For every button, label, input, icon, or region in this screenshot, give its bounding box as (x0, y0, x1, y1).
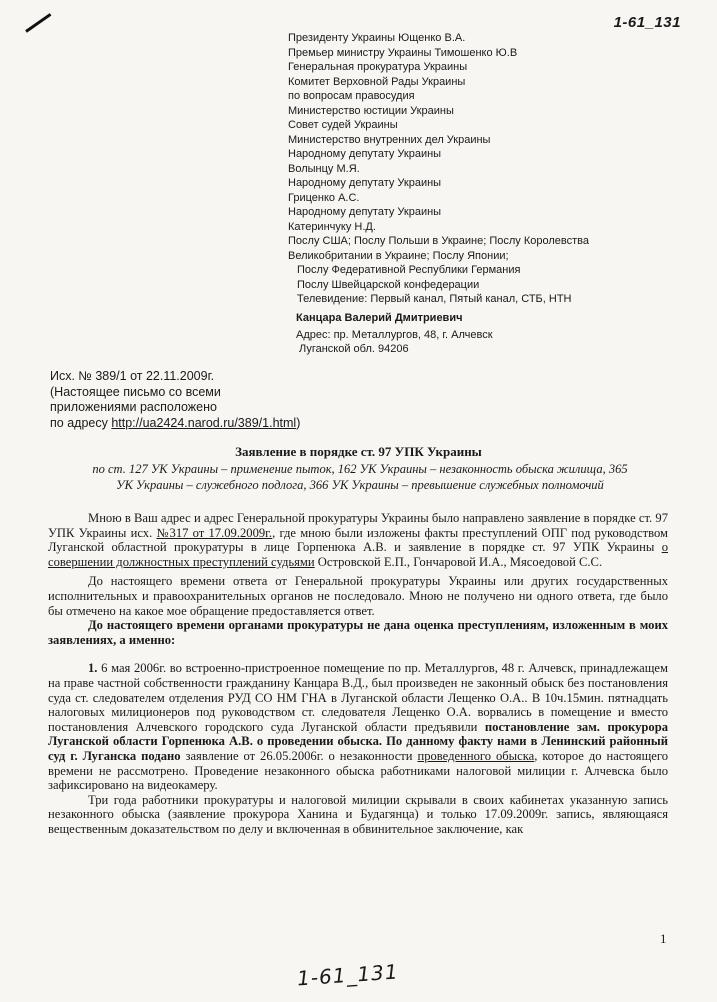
addressee-line: Министерство внутренних дел Украины (288, 133, 491, 146)
addressee-line: Народному депутату Украины (288, 177, 442, 189)
url-suffix: ) (296, 415, 301, 430)
document-url-link[interactable]: http://ua2424.narod.ru/389/1.html (111, 415, 297, 430)
paragraph-no-response: До настоящего времени ответа от Генеральной прокуратуры Украины или других государственных исполнительных и правоохранительных органов не последовало. Мною не получено ни одного ответа, где было бы отмечено на какое мое обращение предоставляется ответ. (48, 574, 668, 618)
handwritten-note: 1-61_131 (296, 959, 400, 991)
addressee-line: Послу Швейцарской конфедерации (297, 278, 480, 291)
underlined-reference: проведенного обыска (417, 748, 535, 763)
addressee-line: Генеральная прокуратура Украины (288, 61, 468, 73)
outgoing-url-line (50, 416, 370, 432)
bold-statement: До настоящего времени органами прокуратуры не дана оценка преступлениям, изложенным в моих заявлениях, а именно: (48, 618, 668, 647)
addressees-block (288, 31, 698, 307)
url-prefix: по адресу (50, 415, 112, 430)
addressee-line: Послу Федеративной Республики Германия (297, 264, 521, 276)
addressee-line: Народному депутату Украины (288, 148, 442, 160)
outgoing-reference (50, 369, 370, 431)
addressee-line: Катеринчуку Н.Д. (288, 220, 376, 233)
addressee-line: Народному депутату Украины (288, 206, 442, 218)
underlined-reference: №317 от 17.09.2009г. (156, 525, 273, 540)
paragraph-previous-appeal (48, 511, 668, 569)
scan-pen-mark (25, 13, 51, 33)
document-number: 1-61_131 (613, 14, 681, 31)
addressee-line: Совет судей Украины (288, 119, 398, 131)
sender-block (296, 311, 696, 357)
document-title: Заявление в порядке ст. 97 УПК Украины (235, 444, 482, 459)
sender-name: Канцара Валерий Дмитриевич (296, 312, 463, 324)
outgoing-number: Исх. № 389/1 от 22.11.2009г. (50, 369, 215, 383)
addressee-line: Премьер министру Украины Тимошенко Ю.В (288, 46, 518, 59)
subtitle-line: по ст. 127 УК Украины – применение пыток, 162 УК Украины – незаконность обыска жилища, 365 (92, 462, 628, 476)
outgoing-note-line: (Настоящее письмо со всеми (50, 384, 221, 399)
addressee-line: Комитет Верховной Рады Украины (288, 75, 466, 88)
sender-address-line: Адрес: пр. Металлургов, 48, г. Алчевск (296, 328, 493, 341)
paragraph-item-1 (48, 661, 668, 792)
document-subtitle (40, 461, 680, 493)
addressee-line: Президенту Украины Ющенко В.А. (288, 32, 466, 44)
text-run: Мною в Ваш адрес и адрес Генеральной прокуратуры Украины было направлено заявление в порядке ст. 97 УПК Украины исх. (48, 511, 668, 540)
text-run: , которое до настоящего времени не рассмотрено. Проведение незаконного обыска работниками налоговой милиции г. Алчевска было зафиксировано на видеокамеру. (48, 748, 669, 793)
addressee-line: по вопросам правосудия (288, 90, 415, 102)
text-run: , где мною были изложены факты преступлений ОПГ под руководством Луганской областной прокуратуры в лице Горпенюка А.В. и заявление в порядке ст. 97 УПК Украины (48, 525, 668, 555)
text-run: 6 мая 2006г. во встроенно-пристроенное помещение по пр. Металлургов, 48 г. Алчевск, принадлежащем на праве частной собственности гражданину Канцара В.Д., был произведен не законный обыск без постановления суда ст. следователем отделения РУД СО НМ ГНА в Луганской области Лещенко О.А.. В 10ч.15мин. пятнадцать налоговых милиционеров под руководством ст. следователя Лещенко О.А. ворвались в помещение и вместо постановления Алчевского городского суда Луганской области предъявили (48, 661, 668, 734)
item-number: 1. (88, 661, 98, 676)
subtitle-line: УК Украины – служебного подлога, 366 УК Украины – превышение служебных полномочий (116, 478, 604, 492)
page-number: 1 (660, 931, 667, 946)
bold-run: постановление зам. прокурора Луганской области Горпенюка А.В. о проведении обыска. По данному факту нами в Ленинский районный суд г. Луганска подано (48, 719, 668, 763)
paragraph-bold-statement (48, 618, 668, 647)
addressee-line: Послу США; Послу Польши в Украине; Послу Королевства (288, 235, 589, 247)
addressee-line: Гриценко А.С. (288, 191, 360, 204)
sender-address-line: Луганской обл. 94206 (299, 343, 409, 355)
addressee-line: Министерство юстиции Украины (288, 104, 454, 117)
paragraph-recording: Три года работники прокуратуры и налоговой милиции скрывали в своих кабинетах указанную запись незаконного обыска (заявление прокурора Ханина и Будагянца) и только 17.09.2009г. запись, являющаяся вещественным доказательством по делу и включенная в обвинительное заключение, как (48, 792, 668, 836)
text-run: заявление от 26.05.2006г. о незаконности (180, 748, 418, 763)
text-run: Островской Е.П., Гончаровой И.А., Мясоедовой С.С. (314, 554, 603, 569)
addressee-line: Великобритании в Украине; Послу Японии; (288, 249, 509, 262)
document-body (48, 511, 668, 836)
addressee-line: Телевидение: Первый канал, Пятый канал, СТБ, НТН (297, 293, 572, 305)
addressee-line: Волынцу М.Я. (288, 162, 360, 175)
outgoing-note-line: приложениями расположено (50, 400, 217, 414)
underlined-reference: о совершении должностных преступлений судьями (48, 540, 668, 569)
